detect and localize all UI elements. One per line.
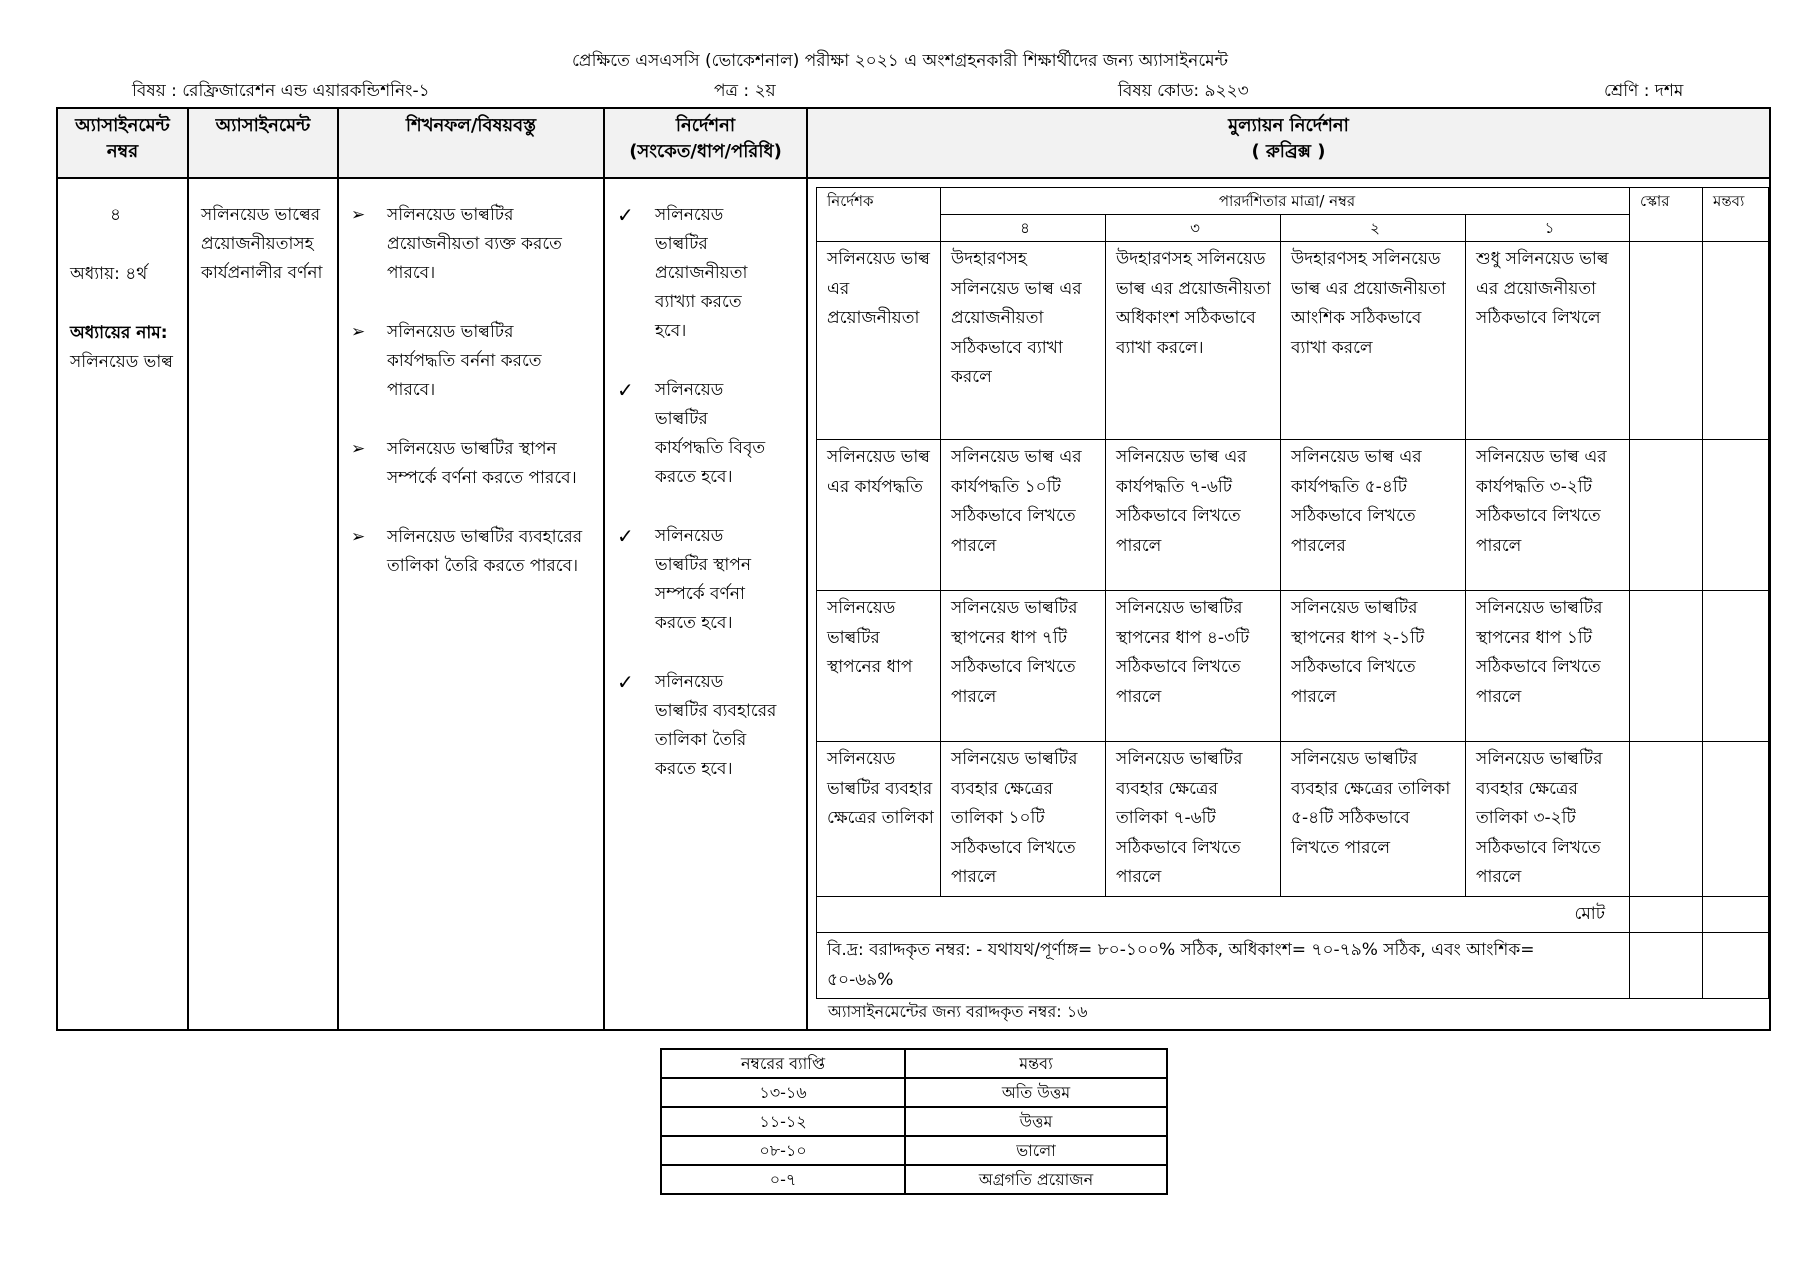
rubric-note-remark [1703, 933, 1769, 999]
rubric-row [817, 242, 1769, 440]
rubric-row [817, 591, 1769, 742]
rubric-cell: সলিনয়েড ভাল্ব এর কার্যপদ্ধতি ১০টি সঠিকভাবে লিখতে পারলে [941, 440, 1106, 591]
rubric-cell: সলিনয়েড ভাল্বটির ব্যবহার ক্ষেত্রের তালিকা ৩-২টি সঠিকভাবে লিখতে পারলে [1466, 742, 1630, 897]
score-range: ০৮-১০ [661, 1136, 905, 1165]
score-range-row [661, 1165, 1167, 1194]
rubric-indicator: সলিনয়েড ভাল্বটির স্থাপনের ধাপ [817, 591, 941, 742]
score-remark: উত্তম [905, 1107, 1167, 1136]
instructions-cell [604, 178, 807, 1030]
header-learning-outcome: শিখনফল/বিষয়বস্তু [338, 108, 604, 178]
chapter-name-label: অধ্যায়ের নাম: [70, 323, 168, 343]
rubric-cell: উদহারণসহ সলিনয়েড ভাল্ব এর প্রয়োজনীয়তা সঠিকভাবে ব্যাখা করলে [941, 242, 1106, 440]
rubric-indicator: সলিনয়েড ভাল্ব এর কার্যপদ্ধতি [817, 440, 941, 591]
assignment-title-cell [188, 178, 338, 1030]
instruction-item: ✓ সলিনয়েড ভাল্বটির ব্যবহারের তালিকা তৈরি করতে হবে। [617, 668, 778, 784]
rubric-cell: উদহারণসহ সলিনয়েড ভাল্ব এর প্রয়োজনীয়তা অধিকাংশ সঠিকভাবে ব্যাখা করলে। [1106, 242, 1281, 440]
instructions-list [617, 201, 778, 784]
class-label: শ্রেণি : দশম [1604, 81, 1684, 101]
subject-code-label: বিষয় কোড: ৯২২৩ [1118, 81, 1249, 101]
rubric-note-row [817, 933, 1769, 999]
rubric-level: ৪ [941, 215, 1106, 242]
subject-label: বিষয় : রেফ্রিজারেশন এন্ড এয়ারকন্ডিশনিং-১ [132, 81, 430, 101]
score-remark: অগ্রগতি প্রয়োজন [905, 1165, 1167, 1194]
rubric-total-label: মোট [817, 896, 1630, 933]
rubric-indicator-header: নির্দেশক [817, 188, 941, 242]
rubric-cell: শুধু সলিনয়েড ভাল্ব এর প্রয়োজনীয়তা সঠিকভাবে লিখলে [1466, 242, 1630, 440]
score-remark: অতি উত্তম [905, 1078, 1167, 1107]
assignment-table-header [57, 108, 1770, 178]
assignment-number-cell [57, 178, 188, 1030]
rubric-table [816, 187, 1769, 999]
rubric-score-cell [1630, 591, 1703, 742]
score-remark-header: মন্তব্য [905, 1049, 1167, 1078]
assignment-title: সলিনয়েড ভাল্বের প্রয়োজনীয়তাসহ কার্যপ্রনালীর বর্ণনা [201, 205, 323, 283]
instruction-item: ✓ সলিনয়েড ভাল্বটির প্রয়োজনীয়তা ব্যাখ্যা করতে হবে। [617, 201, 778, 346]
rubric-score-cell [1630, 742, 1703, 897]
score-range: ১৩-১৬ [661, 1078, 905, 1107]
rubric-indicator: সলিনয়েড ভাল্বটির ব্যবহার ক্ষেত্রের তালিকা [817, 742, 941, 897]
learning-outcome-list [351, 201, 583, 581]
assignment-table [56, 107, 1771, 1031]
assignment-row [57, 178, 1770, 1030]
rubric-note-score [1630, 933, 1703, 999]
rubric-cell: সলিনয়েড ভাল্বটির ব্যবহার ক্ষেত্রের তালিকা ৭-৬টি সঠিকভাবে লিখতে পারলে [1106, 742, 1281, 897]
rubric-cell: সলিনয়েড ভাল্বটির ব্যবহার ক্ষেত্রের তালিকা ১০টি সঠিকভাবে লিখতে পারলে [941, 742, 1106, 897]
rubric-header-row [817, 188, 1769, 215]
rubric-cell: সলিনয়েড ভাল্ব এর কার্যপদ্ধতি ৭-৬টি সঠিকভাবে লিখতে পারলে [1106, 440, 1281, 591]
rubric-row [817, 742, 1769, 897]
score-range-row [661, 1136, 1167, 1165]
learning-outcome-item: ➢ সলিনয়েড ভাল্বটির ব্যবহারের তালিকা তৈরি করতে পারবে। [351, 523, 583, 581]
score-range: ০-৭ [661, 1165, 905, 1194]
rubric-level-header: পারর্দশিতার মাত্রা/ নম্বর [941, 188, 1630, 215]
chapter-label: অধ্যায়: ৪র্থ [70, 264, 148, 284]
rubric-score-cell [1630, 242, 1703, 440]
instruction-item: ✓ সলিনয়েড ভাল্বটির স্থাপন সম্পর্কে বর্ণনা করতে হবে। [617, 522, 778, 638]
rubric-remark-cell [1703, 440, 1769, 591]
score-range-row [661, 1107, 1167, 1136]
rubric-total-row [817, 896, 1769, 933]
rubric-cell: সলিনয়েড ভাল্বটির ব্যবহার ক্ষেত্রের তালিকা ৫-৪টি সঠিকভাবে লিখতে পারলে [1281, 742, 1466, 897]
chapter-name: সলিনয়েড ভাল্ব [70, 352, 173, 372]
rubric-note: বি.দ্র: বরাদ্দকৃত নম্বর: - যথাযথ/পূর্ণাঙ্গ= ৮০-১০০% সঠিক, অধিকাংশ= ৭০-৭৯% সঠিক, এবং আংশিক= ৫০-৬৯% [817, 933, 1630, 999]
rubric-score-header: স্কোর [1630, 188, 1703, 242]
rubric-remark-cell [1703, 242, 1769, 440]
rubric-cell: সলিনয়েড ভাল্ব এর কার্যপদ্ধতি ৫-৪টি সঠিকভাবে লিখতে পারলের [1281, 440, 1466, 591]
rubric-cell: সলিনয়েড ভাল্ব এর কার্যপদ্ধতি ৩-২টি সঠিকভাবে লিখতে পারলে [1466, 440, 1630, 591]
rubric-cell: সলিনয়েড ভাল্বটির স্থাপনের ধাপ ৭টি সঠিকভাবে লিখতে পারলে [941, 591, 1106, 742]
learning-outcome-item: ➢ সলিনয়েড ভাল্বটির কার্যপদ্ধতি বর্ননা করতে পারবে। [351, 318, 583, 405]
rubric-level-row [817, 215, 1769, 242]
evaluation-cell [807, 178, 1770, 1030]
header-instructions-line2: (সংকেত/ধাপ/পরিধি) [629, 141, 782, 163]
document-title: প্রেক্ষিতে এসএসসি (ভোকেশনাল) পরীক্ষা ২০২১ এ অংশগ্রহনকারী শিক্ষার্থীদের জন্য অ্যাসাইনমেন্ট [572, 51, 1228, 71]
rubric-level: ৩ [1106, 215, 1281, 242]
rubric-score-cell [1630, 440, 1703, 591]
rubric-total-remark [1703, 896, 1769, 933]
score-range-header-row [661, 1049, 1167, 1078]
allocated-marks: অ্যাসাইনমেন্টের জন্য বরাদ্দকৃত নম্বর: ১৬ [828, 1002, 1088, 1021]
rubric-remark-header: মন্তব্য [1703, 188, 1769, 242]
rubric-level: ২ [1281, 215, 1466, 242]
score-range-table [660, 1048, 1168, 1195]
learning-outcome-item: ➢ সলিনয়েড ভাল্বটির প্রয়োজনীয়তা ব্যক্ত করতে পারবে। [351, 201, 583, 288]
header-instructions-line1: নির্দেশনা [675, 115, 736, 136]
rubric-remark-cell [1703, 742, 1769, 897]
rubric-remark-cell [1703, 591, 1769, 742]
header-evaluation [807, 108, 1770, 178]
rubric-cell: উদহারণসহ সলিনয়েড ভাল্ব এর প্রয়োজনীয়তা আংশিক সঠিকভাবে ব্যাখা করলে [1281, 242, 1466, 440]
learning-outcome-cell [338, 178, 604, 1030]
score-range: ১১-১২ [661, 1107, 905, 1136]
instruction-item: ✓ সলিনয়েড ভাল্বটির কার্যপদ্ধতি বিবৃত করতে হবে। [617, 376, 778, 492]
learning-outcome-item: ➢ সলিনয়েড ভাল্বটির স্থাপন সম্পর্কে বর্ণনা করতে পারবে। [351, 435, 583, 493]
header-assignment: অ্যাসাইনমেন্ট [188, 108, 338, 178]
rubric-indicator: সলিনয়েড ভাল্ব এর প্রয়োজনীয়তা [817, 242, 941, 440]
header-instructions [604, 108, 807, 178]
header-assignment-no: অ্যাসাইনমেন্ট নম্বর [57, 108, 188, 178]
score-remark: ভালো [905, 1136, 1167, 1165]
rubric-cell: সলিনয়েড ভাল্বটির স্থাপনের ধাপ ২-১টি সঠিকভাবে লিখতে পারলে [1281, 591, 1466, 742]
paper-label: পত্র : ২য় [714, 81, 776, 101]
rubric-cell: সলিনয়েড ভাল্বটির স্থাপনের ধাপ ৪-৩টি সঠিকভাবে লিখতে পারলে [1106, 591, 1281, 742]
rubric-row [817, 440, 1769, 591]
rubric-total-score [1630, 896, 1703, 933]
rubric-cell: সলিনয়েড ভাল্বটির স্থাপনের ধাপ ১টি সঠিকভাবে লিখতে পারলে [1466, 591, 1630, 742]
rubric-level: ১ [1466, 215, 1630, 242]
header-evaluation-line1: মুল্যায়ন নির্দেশনা [1228, 115, 1349, 136]
assignment-number: ৪ [110, 205, 122, 225]
score-range-header: নম্বরের ব্যাপ্তি [661, 1049, 905, 1078]
score-range-row [661, 1078, 1167, 1107]
header-evaluation-line2: ( রুব্রিক্স ) [1251, 141, 1326, 163]
